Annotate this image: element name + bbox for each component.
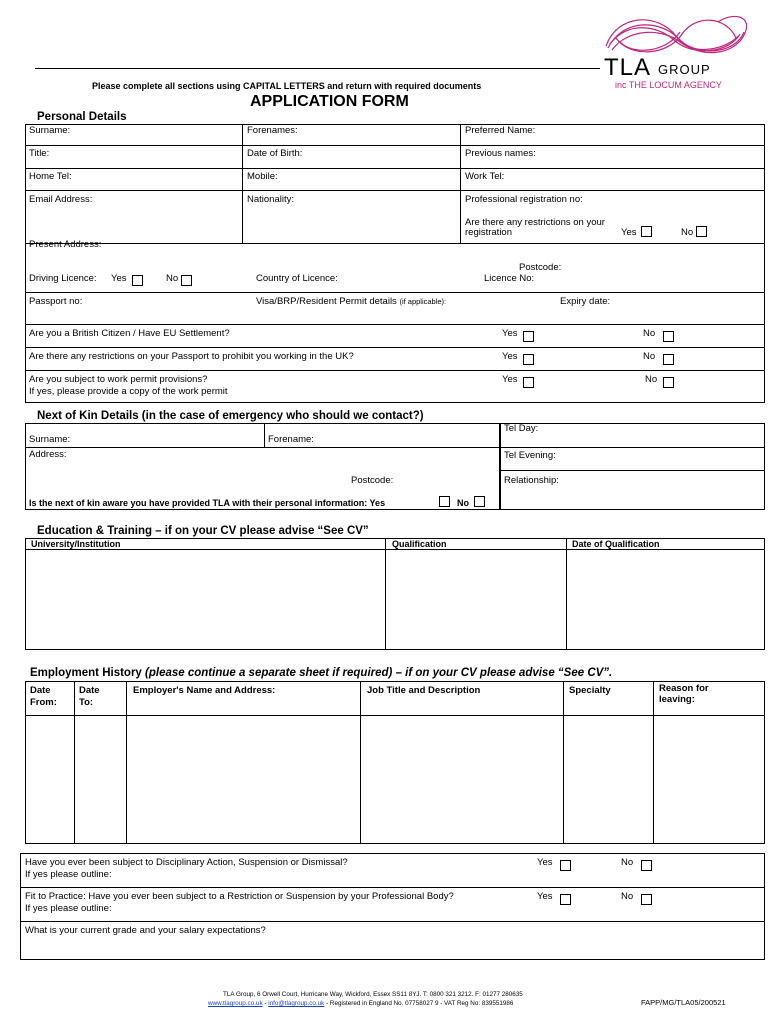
emp-col-employer: Employer's Name and Address: xyxy=(133,685,276,696)
british-yes-checkbox[interactable] xyxy=(523,331,534,342)
kin-forename-label[interactable]: Forename: xyxy=(268,434,314,445)
permit-yes-label: Yes xyxy=(502,374,518,385)
emp-col-date-from-1: Date xyxy=(30,685,51,696)
driving-yes-checkbox[interactable] xyxy=(132,275,143,286)
licence-no-label[interactable]: Licence No: xyxy=(484,273,535,284)
employment-entry-area[interactable] xyxy=(26,716,764,843)
emp-col-specialty: Specialty xyxy=(569,685,611,696)
permit-no-checkbox[interactable] xyxy=(663,377,674,388)
restrictions-label-1: Are there any restrictions on your xyxy=(465,217,605,228)
british-no-label: No xyxy=(643,328,656,339)
edu-qualification-cell[interactable] xyxy=(386,550,565,649)
driving-licence-label: Driving Licence: xyxy=(29,273,97,284)
country-licence-label[interactable]: Country of Licence: xyxy=(256,273,338,284)
restrictions-no-label: No xyxy=(681,227,694,238)
footer-links: www.tlagroup.co.uk - info@tlagroup.co.uk - Registered in England No. 07758027 9 - VAT Reg No: 839551986 xyxy=(208,1000,514,1007)
education-heading: Education & Training – if on your CV please advise “See CV” xyxy=(37,525,369,537)
footer-address: TLA Group, 6 Orwell Court, Hurricane Way, Wickford, Essex SS11 8YJ. T: 0800 321 3212. F: 01277 280635 xyxy=(223,991,523,998)
passport-no-label: No xyxy=(643,351,656,362)
fit-no-checkbox[interactable] xyxy=(641,894,652,905)
emp-col-job: Job Title and Description xyxy=(367,685,481,696)
edu-col-university: University/Institution xyxy=(31,539,121,549)
passport-no-label[interactable]: Passport no: xyxy=(29,296,83,307)
logo-group: GROUP xyxy=(658,62,711,77)
kin-tel-day-label[interactable]: Tel Day: xyxy=(504,423,539,434)
kin-aware-label: Is the next of kin aware you have provided TLA with their personal information: Yes xyxy=(29,498,386,508)
kin-relationship-label[interactable]: Relationship: xyxy=(504,475,559,486)
kin-right-box xyxy=(500,423,765,510)
preferred-name-label[interactable]: Preferred Name: xyxy=(465,125,536,136)
british-citizen-label: Are you a British Citizen / Have EU Settlement? xyxy=(29,328,230,339)
instructions: Please complete all sections using CAPITAL LETTERS and return with required documents xyxy=(92,81,482,91)
edu-date-cell[interactable] xyxy=(567,550,764,649)
page-title: APPLICATION FORM xyxy=(250,93,409,110)
title-label[interactable]: Title: xyxy=(29,148,50,159)
header-rule xyxy=(35,68,600,69)
restrictions-label-2: registration xyxy=(465,227,512,238)
dob-label[interactable]: Date of Birth: xyxy=(247,148,303,159)
previous-names-label[interactable]: Previous names: xyxy=(465,148,536,159)
permit-yes-checkbox[interactable] xyxy=(523,377,534,388)
disciplinary-label-2[interactable]: If yes please outline: xyxy=(25,869,112,880)
driving-no-checkbox[interactable] xyxy=(181,275,192,286)
work-permit-label-2: If yes, please provide a copy of the work permit xyxy=(29,386,228,397)
edu-university-cell[interactable] xyxy=(26,550,384,649)
driving-yes-label: Yes xyxy=(111,273,127,284)
emp-col-reason-1: Reason for xyxy=(659,683,709,694)
british-yes-label: Yes xyxy=(502,328,518,339)
personal-heading: Personal Details xyxy=(37,111,127,123)
emp-col-date-to-2: To: xyxy=(79,697,94,708)
logo-tagline: inc THE LOCUM AGENCY xyxy=(615,80,722,90)
kin-aware-yes-checkbox[interactable] xyxy=(439,496,450,507)
visa-label[interactable]: Visa/BRP/Resident Permit details (if applicable): xyxy=(256,296,447,307)
employment-heading: Employment History (please continue a separate sheet if required) – if on your CV please advise “See CV”. xyxy=(30,667,613,679)
british-no-checkbox[interactable] xyxy=(663,331,674,342)
fit-label-2[interactable]: If yes please outline: xyxy=(25,903,112,914)
home-tel-label[interactable]: Home Tel: xyxy=(29,171,72,182)
email-label[interactable]: Email Address: xyxy=(29,194,93,205)
work-tel-label[interactable]: Work Tel: xyxy=(465,171,505,182)
expiry-label[interactable]: Expiry date: xyxy=(560,296,611,307)
prof-reg-label[interactable]: Professional registration no: xyxy=(465,194,583,205)
kin-surname-label[interactable]: Surname: xyxy=(29,434,71,445)
forenames-label[interactable]: Forenames: xyxy=(247,125,298,136)
disciplinary-yes-label: Yes xyxy=(537,857,553,868)
salary-label[interactable]: What is your current grade and your salary expectations? xyxy=(25,925,266,936)
present-address-label[interactable]: Present Address: xyxy=(29,239,102,250)
kin-aware-no-label: No xyxy=(457,498,469,508)
footer-ref: FAPP/MG/TLA05/200521 xyxy=(641,998,726,1007)
edu-col-date: Date of Qualification xyxy=(572,539,660,549)
passport-no-checkbox[interactable] xyxy=(663,354,674,365)
kin-postcode-label[interactable]: Postcode: xyxy=(351,475,394,486)
kin-heading: Next of Kin Details (in the case of emergency who should we contact?) xyxy=(37,410,424,422)
footer-email-link[interactable]: info@tlagroup.co.uk xyxy=(268,1000,325,1007)
restrictions-yes-label: Yes xyxy=(621,227,637,238)
kin-address-label[interactable]: Address: xyxy=(29,449,67,460)
restrictions-no-checkbox[interactable] xyxy=(696,226,707,237)
surname-label[interactable]: Surname: xyxy=(29,125,71,136)
footer-web-link[interactable]: www.tlagroup.co.uk xyxy=(208,1000,263,1007)
edu-col-qualification: Qualification xyxy=(392,539,447,549)
kin-tel-evening-label[interactable]: Tel Evening: xyxy=(504,450,556,461)
passport-yes-checkbox[interactable] xyxy=(523,354,534,365)
fit-yes-checkbox[interactable] xyxy=(560,894,571,905)
passport-yes-label: Yes xyxy=(502,351,518,362)
driving-no-label: No xyxy=(166,273,179,284)
nationality-label[interactable]: Nationality: xyxy=(247,194,294,205)
fit-no-label: No xyxy=(621,891,634,902)
mobile-label[interactable]: Mobile: xyxy=(247,171,278,182)
emp-col-reason-2: leaving: xyxy=(659,694,695,705)
logo-tla: TLA xyxy=(604,54,652,81)
restrictions-yes-checkbox[interactable] xyxy=(641,226,652,237)
disciplinary-no-label: No xyxy=(621,857,634,868)
fit-yes-label: Yes xyxy=(537,891,553,902)
fit-label-1: Fit to Practice: Have you ever been subject to a Restriction or Suspension by your Professional Body? xyxy=(25,891,454,902)
emp-col-date-from-2: From: xyxy=(30,697,57,708)
kin-left-box xyxy=(25,423,500,510)
passport-restrictions-label: Are there any restrictions on your Passport to prohibit you working in the UK? xyxy=(29,351,354,362)
disciplinary-no-checkbox[interactable] xyxy=(641,860,652,871)
tla-logo xyxy=(598,8,753,93)
postcode-label[interactable]: Postcode: xyxy=(519,262,562,273)
questions-box xyxy=(20,853,765,960)
disciplinary-label-1: Have you ever been subject to Disciplinary Action, Suspension or Dismissal? xyxy=(25,857,348,868)
permit-no-label: No xyxy=(645,374,658,385)
disciplinary-yes-checkbox[interactable] xyxy=(560,860,571,871)
kin-aware-no-checkbox[interactable] xyxy=(474,496,485,507)
work-permit-label-1: Are you subject to work permit provisions? xyxy=(29,374,208,385)
emp-col-date-to-1: Date xyxy=(79,685,100,696)
